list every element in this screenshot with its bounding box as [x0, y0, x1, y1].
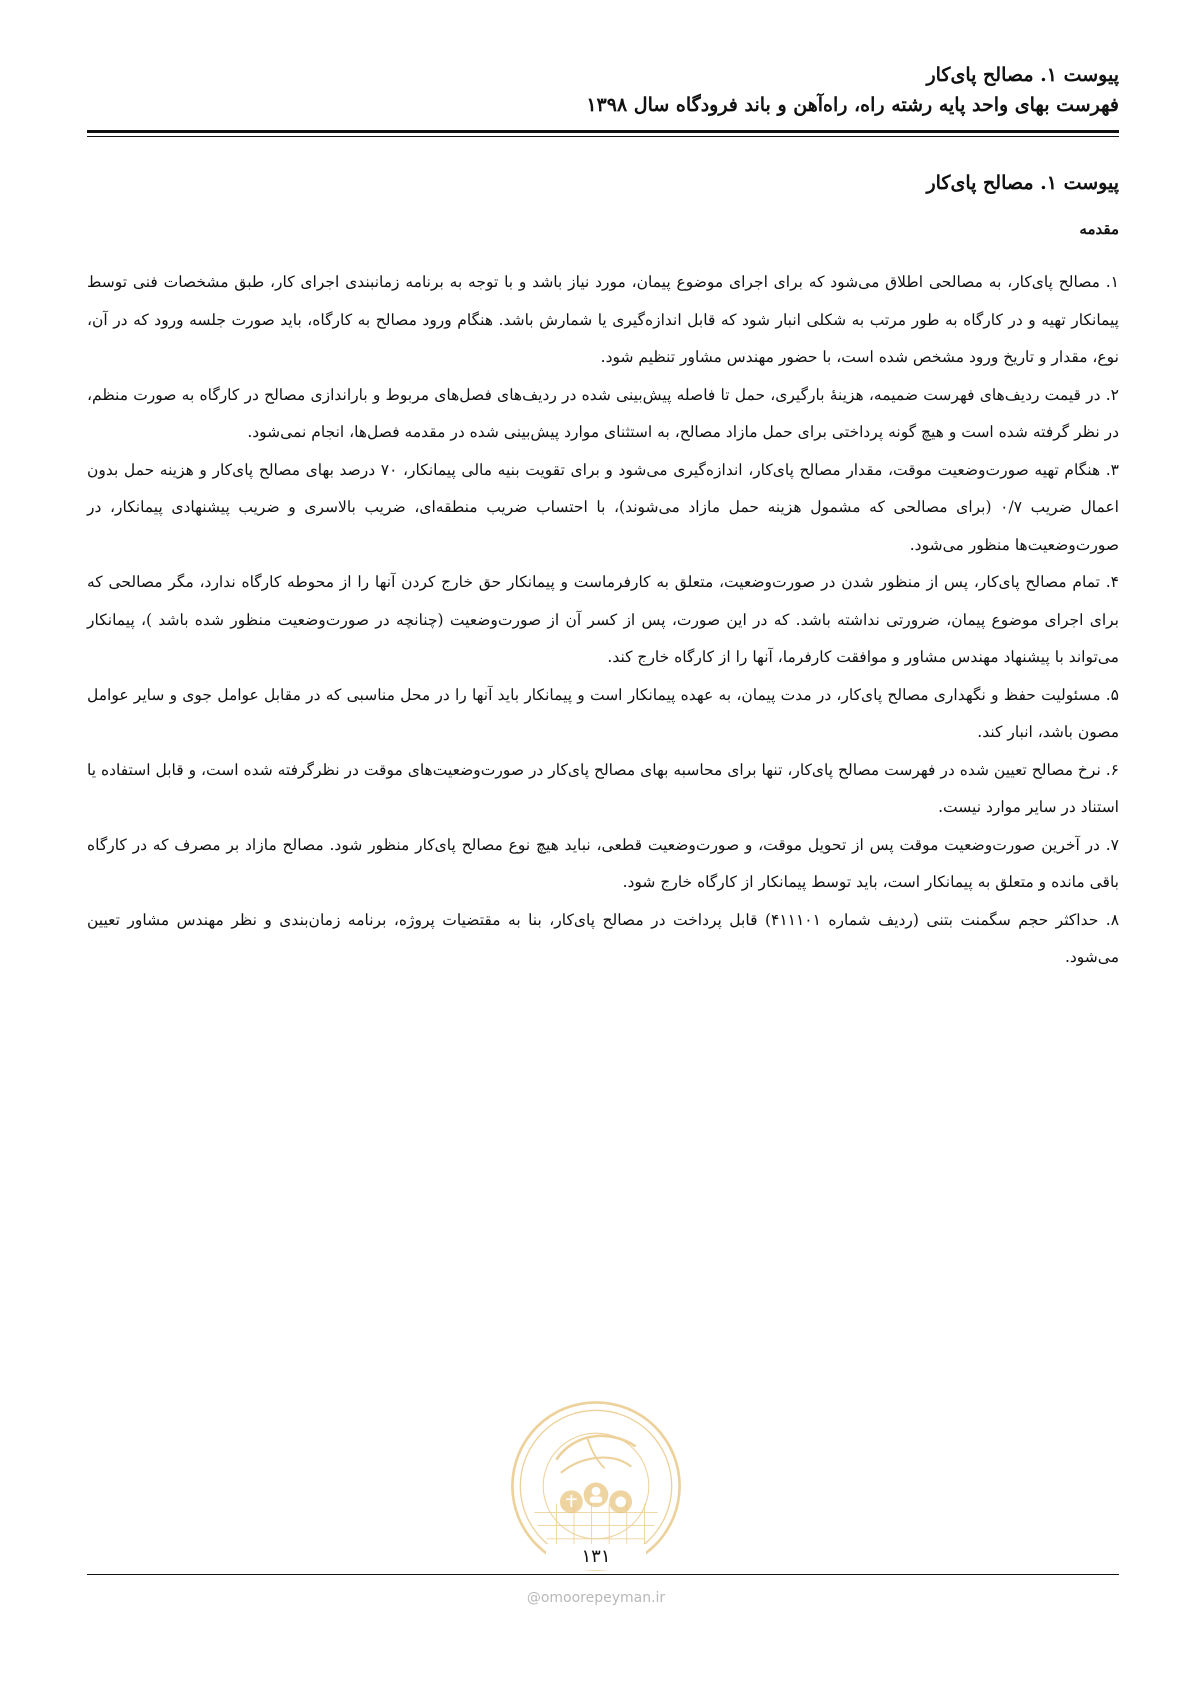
section-subheading: مقدمه [1079, 220, 1119, 238]
header-rule-thin [87, 136, 1119, 137]
site-watermark: @omoorepeyman.ir [526, 1590, 666, 1606]
page-number: ۱۳۱ [546, 1544, 646, 1570]
header-appendix-title: پیوست ۱. مصالح پای‌کار [926, 64, 1119, 86]
paragraph-6: ۶. نرخ مصالح تعیین شده در فهرست مصالح پای‌کار، تنها برای محاسبه بهای مصالح پای‌کار در صورت‌وضعیت‌های موقت در نظرگرفته شده است، و قابل استفاده یا استناد در سایر موارد نیست. [87, 760, 1119, 816]
paragraph-8: ۸. حداکثر حجم سگمنت بتنی (ردیف شماره ۴۱۱۱۰۱) قابل پرداخت در مصالح پای‌کار، بنا به مقتضیات پروژه، برنامه زمان‌بندی و نظر مهندس مشاور تعیین می‌شود. [87, 910, 1120, 966]
paragraph-3: ۳. هنگام تهیه صورت‌وضعیت موقت، مقدار مصالح پای‌کار، اندازه‌گیری می‌شود و برای تقویت بنیه مالی پیمانکار، ۷۰ درصد بهای مصالح پای‌کار و هزینه حمل بدون اعمال ضریب ۰/۷ (برای مصالحی که مشمول هزینه حمل مازاد می‌شوند)، با احتساب ضریب منطقه‌ای، ضریب بالاسری و ضریب پیشنهادی پیمانکار، در صورت‌وضعیت‌ها منظور می‌شود. [87, 460, 1119, 554]
footer-rule [87, 1574, 1119, 1575]
paragraph-5: ۵. مسئولیت حفظ و نگهداری مصالح پای‌کار، در مدت پیمان، به عهده پیمانکار است و پیمانکار باید آنها را در محل مناسبی که در مقابل عوامل جوی و سایر عوامل مصون باشد، انبار کند. [87, 685, 1119, 741]
document-body [87, 168, 1119, 977]
paragraph-7: ۷. در آخرین صورت‌وضعیت موقت پس از تحویل موقت، و صورت‌وضعیت قطعی، نباید هیچ نوع مصالح پای‌کار منظور شود. مصالح مازاد بر مصرف که در کارگاه باقی مانده و متعلق به پیمانکار است، باید توسط پیمانکار از کارگاه خارج شود. [87, 835, 1119, 891]
page-header [87, 60, 1119, 120]
paragraph-4: ۴. تمام مصالح پای‌کار، پس از منظور شدن در صورت‌وضعیت، متعلق به کارفرماست و پیمانکار حق خارج کردن آنها را از محوطه کارگاه ندارد، مگر مصالحی که برای اجرای موضوع پیمان، ضرورتی نداشته باشد. که در این صورت، پس از کسر آن از صورت‌وضعیت (چنانچه در صورت‌وضعیت منظور شده باشد )، پیمانکار می‌تواند با پیشنهاد مهندس مشاور و موافقت کارفرما، آنها را از کارگاه خارج کند. [87, 573, 1119, 666]
section-title: پیوست ۱. مصالح پای‌کار [926, 172, 1119, 194]
paragraph-2: ۲. در قیمت ردیف‌های فهرست ضمیمه، هزینهٔ بارگیری، حمل تا فاصله پیش‌بینی شده در ردیف‌های فصل‌های مربوط و باراندازی مصالح در کارگاه به صورت منظم، در نظر گرفته شده است و هیچ گونه پرداختی برای حمل مازاد مصالح، به استثنای موارد پیش‌بینی شده در مقدمه فصل‌ها، انجام نمی‌شود. [87, 385, 1119, 441]
paragraph-1: ۱. مصالح پای‌کار، به مصالحی اطلاق می‌شود که برای اجرای موضوع پیمان، مورد نیاز باشد و با توجه به برنامه زمانبندی اجرای کار، طبق مشخصات فنی توسط پیمانکار تهیه و در کارگاه به طور مرتب به شکلی انبار شود که قابل اندازه‌گیری یا شمارش باشد. هنگام ورود مصالح به کارگاه، باید صورت جلسه ورود که در آن، نوع، مقدار و تاریخ ورود مشخص شده است، با حضور مهندس مشاور تنظیم شود. [87, 273, 1119, 366]
header-document-title: فهرست بهای واحد پایه رشته راه، راه‌آهن و باند فرودگاه سال ۱۳۹۸ [586, 94, 1119, 116]
header-rule-thick [87, 130, 1119, 133]
